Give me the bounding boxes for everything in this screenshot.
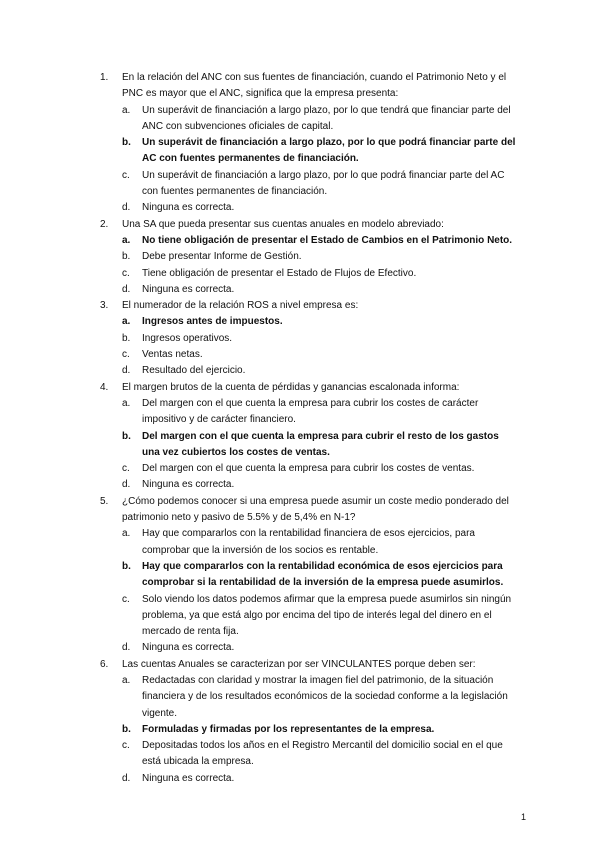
- option-letter: b.: [122, 137, 131, 149]
- option-item-correct: [122, 429, 518, 462]
- option-letter: c.: [122, 349, 130, 361]
- option-text: Ingresos operativos.: [142, 332, 233, 344]
- question-number: 2.: [100, 218, 109, 230]
- option-text: Ninguna es correcta.: [142, 283, 235, 295]
- option-item: [122, 738, 518, 771]
- option-text: Un superávit de financiación a largo plazo, por lo que podrá financiar parte del AC con fuentes permanentes de financiación.: [142, 169, 505, 198]
- option-item: [122, 200, 518, 216]
- option-item: [122, 363, 518, 379]
- option-item: [122, 249, 518, 265]
- option-letter: d.: [122, 365, 131, 377]
- option-text: Ingresos antes de impuestos.: [142, 316, 283, 328]
- question-number: 5.: [100, 495, 109, 507]
- question-text: Las cuentas Anuales se caracterizan por ser VINCULANTES porque deben ser:: [122, 658, 476, 670]
- option-text: Ventas netas.: [142, 349, 203, 361]
- option-text: Un superávit de financiación a largo plazo, por lo que tendrá que financiar parte del ANC con subvenciones oficiales de capital.: [142, 104, 511, 132]
- question-text: El numerador de la relación ROS a nivel empresa es:: [122, 300, 359, 312]
- option-item: [122, 640, 518, 656]
- option-letter: a.: [122, 316, 131, 328]
- option-letter: c.: [122, 740, 130, 752]
- option-letter: a.: [122, 104, 131, 116]
- option-item-correct: [122, 233, 518, 249]
- option-text: Solo viendo los datos podemos afirmar que la empresa puede asumirlos sin ningún problema, ya que está algo por encima del tipo de interés legal del dinero en el mercado de renta fija.: [142, 593, 512, 638]
- option-letter: c.: [122, 267, 130, 279]
- question-item: [98, 217, 518, 298]
- option-text: Tiene obligación de presentar el Estado de Flujos de Efectivo.: [142, 267, 417, 279]
- option-text: Hay que compararlos con la rentabilidad financiera de esos ejercicios, para comprobar que la inversión de los socios es rentable.: [142, 528, 475, 556]
- option-item: [122, 673, 518, 722]
- question-text: El margen brutos de la cuenta de pérdidas y ganancias escalonada informa:: [122, 381, 460, 393]
- option-item-correct: [122, 135, 518, 168]
- option-list: [122, 103, 518, 217]
- option-letter: d.: [122, 642, 131, 654]
- option-list: [122, 314, 518, 379]
- option-item-correct: [122, 314, 518, 330]
- option-letter: b.: [122, 251, 131, 263]
- option-letter: d.: [122, 479, 131, 491]
- option-text: No tiene obligación de presentar el Estado de Cambios en el Patrimonio Neto.: [142, 234, 513, 246]
- option-text: Depositadas todos los años en el Registro Mercantil del domicilio social en el que está ubicada la empresa.: [142, 740, 503, 768]
- option-item: [122, 771, 518, 787]
- option-text: Ninguna es correcta.: [142, 772, 235, 784]
- option-letter: b.: [122, 723, 131, 735]
- option-list: [122, 673, 518, 787]
- option-item-correct: [122, 559, 518, 592]
- option-item: [122, 461, 518, 477]
- option-item: [122, 592, 518, 641]
- option-text: Redactadas con claridad y mostrar la imagen fiel del patrimonio, de la situación financiera y de los resultados económicos de la sociedad conforme a la legislación vigente.: [142, 674, 508, 719]
- question-number: 1.: [100, 72, 109, 83]
- option-letter: d.: [122, 202, 131, 214]
- option-item: [122, 477, 518, 493]
- option-text: Debe presentar Informe de Gestión.: [142, 251, 302, 263]
- option-text: Del margen con el que cuenta la empresa para cubrir los costes de ventas.: [142, 463, 475, 475]
- option-letter: a.: [122, 234, 131, 246]
- question-text: Una SA que pueda presentar sus cuentas anuales en modelo abreviado:: [122, 218, 444, 230]
- question-text: ¿Cómo podemos conocer si una empresa puede asumir un coste medio ponderado del patrimonio neto y pasivo de 5.5% y de 5,4% en N-1?: [122, 495, 509, 524]
- option-list: [122, 233, 518, 298]
- option-text: Ninguna es correcta.: [142, 202, 235, 214]
- option-list: [122, 526, 518, 656]
- option-letter: c.: [122, 593, 130, 605]
- option-letter: c.: [122, 463, 130, 475]
- option-letter: a.: [122, 674, 131, 686]
- option-text: Ninguna es correcta.: [142, 642, 235, 654]
- question-item: [98, 70, 518, 217]
- question-number: 3.: [100, 300, 109, 312]
- option-letter: d.: [122, 772, 131, 784]
- question-item: [98, 298, 518, 379]
- option-text: Un superávit de financiación a largo plazo, por lo que podrá financiar parte del AC con fuentes permanentes de financiación.: [142, 137, 516, 165]
- option-text: Hay que compararlos con la rentabilidad económica de esos ejercicios para comprobar si la rentabilidad de la inversión de la empresa puede asumirlos.: [142, 560, 504, 589]
- question-number: 6.: [100, 658, 109, 670]
- question-list: [98, 70, 518, 787]
- page-number: 1: [521, 812, 527, 822]
- option-item: [122, 282, 518, 298]
- option-text: Del margen con el que cuenta la empresa para cubrir los costes de carácter impositivo y de carácter financiero.: [142, 397, 479, 426]
- option-text: Formuladas y firmadas por los representantes de la empresa.: [142, 723, 435, 735]
- option-letter: a.: [122, 397, 131, 409]
- option-text: Resultado del ejercicio.: [142, 365, 246, 377]
- option-letter: b.: [122, 332, 131, 344]
- question-number: 4.: [100, 381, 109, 393]
- question-item: [98, 494, 518, 657]
- option-text: Del margen con el que cuenta la empresa para cubrir el resto de los gastos una vez cubiertos los costes de ventas.: [142, 430, 499, 458]
- question-item: [98, 657, 518, 787]
- option-item: [122, 331, 518, 347]
- option-letter: a.: [122, 528, 131, 540]
- option-item: [122, 526, 518, 559]
- option-item: [122, 168, 518, 201]
- option-letter: b.: [122, 560, 131, 572]
- option-letter: c.: [122, 169, 130, 181]
- option-item-correct: [122, 722, 518, 738]
- option-item: [122, 266, 518, 282]
- option-item: [122, 103, 518, 136]
- option-letter: b.: [122, 430, 131, 442]
- question-item: [98, 380, 518, 494]
- option-item: [122, 347, 518, 363]
- option-list: [122, 396, 518, 494]
- option-letter: d.: [122, 283, 131, 295]
- option-text: Ninguna es correcta.: [142, 479, 235, 491]
- option-item: [122, 396, 518, 429]
- question-text: En la relación del ANC con sus fuentes de financiación, cuando el Patrimonio Neto y el PNC es mayor que el ANC, significa que la empresa presenta:: [122, 72, 507, 100]
